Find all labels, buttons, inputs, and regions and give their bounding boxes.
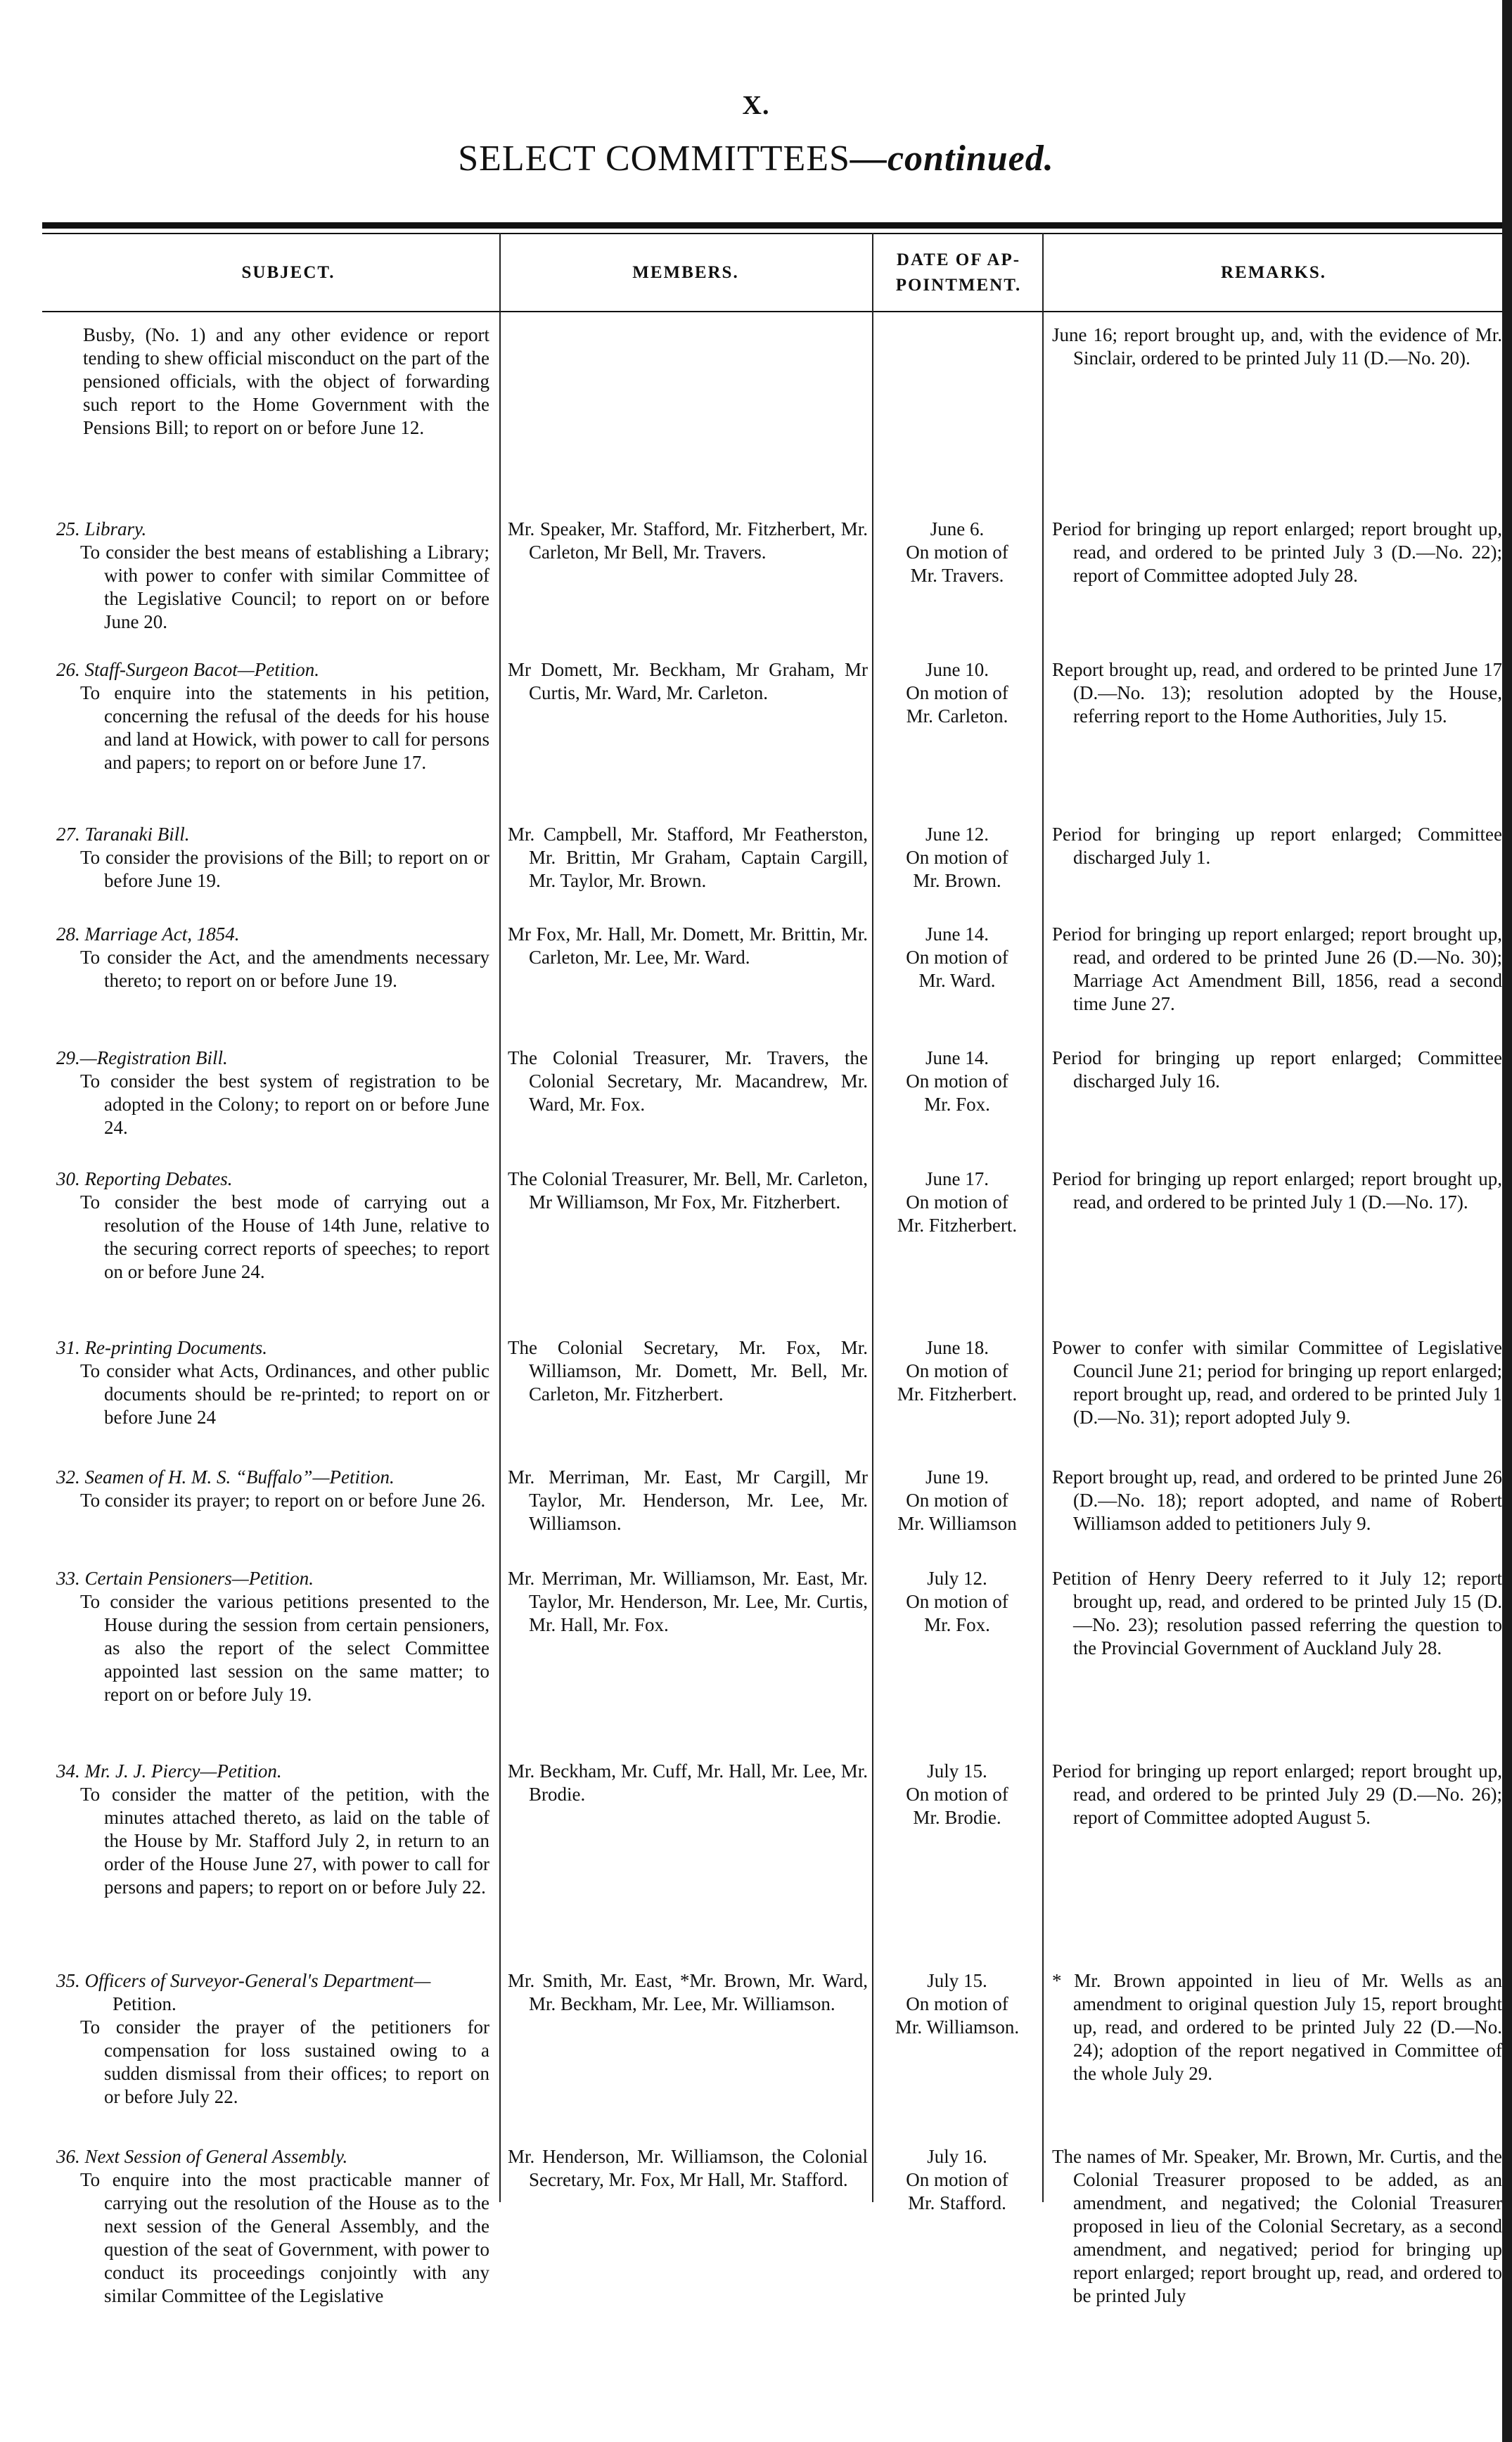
page-title xyxy=(0,138,1512,179)
top-rule xyxy=(42,222,1512,229)
subject-cell xyxy=(56,823,489,893)
subject-title: 29.—Registration Bill. xyxy=(56,1047,228,1068)
members-cell: Mr. Merriman, Mr. Williamson, Mr. East, Mr. Taylor, Mr. Henderson, Mr. Lee, Mr. Curtis, Mr. Hall, Mr. Fox. xyxy=(508,1568,868,1635)
subject-text: To consider the best means of establishing a Library; with power to confer with similar Committee of the Legislative Council; to report on or before June 20. xyxy=(80,542,489,632)
page-edge-shadow xyxy=(1502,0,1512,2442)
date-cell: June 17. On motion of Mr. Fitzherbert. xyxy=(897,1168,1018,1236)
members-cell: The Colonial Secretary, Mr. Fox, Mr. Williamson, Mr. Domett, Mr. Bell, Mr. Carleton, Mr. Fitzherbert. xyxy=(508,1337,868,1405)
header-date: DATE OF AP- POINTMENT. xyxy=(895,250,1022,295)
subject-title: 25. Library. xyxy=(56,518,147,539)
remarks-cell: Period for bringing up report enlarged; report brought up, read, and ordered to be printed July 1 (D.—No. 17). xyxy=(1052,1168,1502,1213)
column-divider xyxy=(872,233,873,2202)
members-cell: Mr. Campbell, Mr. Stafford, Mr Featherston, Mr. Brittin, Mr Graham, Captain Cargill, Mr. Taylor, Mr. Brown. xyxy=(508,824,868,891)
remarks-cell: Report brought up, read, and ordered to be printed June 17 (D.—No. 13); resolution adopted by the House, referring report to the Home Authorities, July 15. xyxy=(1052,659,1502,727)
date-cell: June 6. On motion of Mr. Travers. xyxy=(906,518,1008,586)
header-subject: SUBJECT. xyxy=(241,263,335,282)
remarks-cell: Power to confer with similar Committee of Legislative Council June 21; period for bringing up report enlarged; report brought up, read, and ordered to be printed July 1 (D.—No. 31); report adopted July 9. xyxy=(1052,1337,1502,1428)
page-number: X. xyxy=(742,91,770,120)
members-cell: Mr Domett, Mr. Beckham, Mr Graham, Mr Curtis, Mr. Ward, Mr. Carleton. xyxy=(508,659,868,703)
members-cell: Mr. Speaker, Mr. Stafford, Mr. Fitzherbert, Mr. Carleton, Mr Bell, Mr. Travers. xyxy=(508,518,868,563)
subject-title: 34. Mr. J. J. Piercy—Petition. xyxy=(56,1760,282,1782)
column-divider xyxy=(499,233,501,2202)
page-title-suffix: —continued. xyxy=(850,139,1054,179)
subject-cell xyxy=(56,1760,489,1899)
date-cell: June 10. On motion of Mr. Carleton. xyxy=(906,659,1008,727)
subject-text: To consider its prayer; to report on or before June 26. xyxy=(80,1490,486,1511)
subject-cell xyxy=(56,1969,489,2109)
subject-text: To consider the provisions of the Bill; to report on or before June 19. xyxy=(80,847,489,891)
subject-cell xyxy=(56,1168,489,1284)
date-cell: June 12. On motion of Mr. Brown. xyxy=(906,824,1008,891)
members-cell: The Colonial Treasurer, Mr. Travers, the Colonial Secretary, Mr. Macandrew, Mr. Ward, Mr. Fox. xyxy=(508,1047,868,1115)
subject-cell xyxy=(56,2145,489,2308)
page-title-main: SELECT COMMITTEES xyxy=(458,139,850,179)
date-cell: June 19. On motion of Mr. Williamson xyxy=(897,1466,1017,1534)
members-cell: Mr Fox, Mr. Hall, Mr. Domett, Mr. Brittin, Mr. Carleton, Mr. Lee, Mr. Ward. xyxy=(508,923,868,968)
subject-title: 36. Next Session of General Assembly. xyxy=(56,2146,348,2167)
remarks-cell: Petition of Henry Deery referred to it July 12; report brought up, read, and ordered to be printed July 15 (D.—No. 23); resolution passed referring the question to the Provincial Government of Auckland July 28. xyxy=(1052,1568,1502,1658)
subject-title: 28. Marriage Act, 1854. xyxy=(56,923,240,945)
date-cell: June 18. On motion of Mr. Fitzherbert. xyxy=(897,1337,1018,1405)
subject-cell xyxy=(56,1466,489,1512)
subject-title: 26. Staff-Surgeon Bacot—Petition. xyxy=(56,659,319,680)
subject-text: To enquire into the most practicable manner of carrying out the resolution of the House as to the next session of the General Assembly, and the question of the seat of Government, with power to conduct its proceedings conjointly with any similar Committee of the Legislative xyxy=(80,2169,489,2306)
header-remarks: REMARKS. xyxy=(1220,263,1327,282)
header-members: MEMBERS. xyxy=(632,263,739,282)
subject-title: 35. Officers of Surveyor-General's Department— xyxy=(56,1970,431,1991)
subject-text: To consider the Act, and the amendments necessary thereto; to report on or before June 19. xyxy=(80,947,489,991)
date-cell: July 15. On motion of Mr. Williamson. xyxy=(895,1970,1020,2038)
remarks-cell: Period for bringing up report enlarged; Committee discharged July 1. xyxy=(1052,824,1502,868)
subject-text: To consider the best mode of carrying out a resolution of the House of 14th June, relative to the securing correct reports of speeches; to report on or before June 24. xyxy=(80,1191,489,1282)
subject-text: To consider what Acts, Ordinances, and other public documents should be re-printed; to report on or before June 24 xyxy=(80,1360,489,1428)
remarks-cell: June 16; report brought up, and, with the evidence of Mr. Sinclair, ordered to be printed July 11 (D.—No. 20). xyxy=(1052,324,1502,369)
date-cell: June 14. On motion of Mr. Fox. xyxy=(906,1047,1008,1115)
members-cell: The Colonial Treasurer, Mr. Bell, Mr. Carleton, Mr Williamson, Mr Fox, Mr. Fitzherbert. xyxy=(508,1168,868,1213)
top-rule-thin xyxy=(42,233,1512,234)
subject-cell xyxy=(56,324,489,440)
subject-text: To consider the prayer of the petitioners for compensation for loss sustained owing to a sudden dismissal from their offices; to report on or before July 22. xyxy=(80,2016,489,2107)
subject-title: 30. Reporting Debates. xyxy=(56,1168,233,1189)
subject-title: 27. Taranaki Bill. xyxy=(56,824,190,845)
remarks-cell: The names of Mr. Speaker, Mr. Brown, Mr. Curtis, and the Colonial Treasurer proposed to be added, as an amendment, and negatived; the Colonial Treasurer proposed in lieu of the Colonial Secretary, as a second amendment, and negatived; period for bringing up report enlarged; report brought up, read, and ordered to be printed July xyxy=(1052,2146,1502,2306)
subject-text: To enquire into the statements in his petition, concerning the refusal of the deeds for his house and land at Howick, with power to call for persons and papers; to report on or before June 17. xyxy=(80,682,489,773)
subject-cell xyxy=(56,923,489,992)
date-cell: July 16. On motion of Mr. Stafford. xyxy=(906,2146,1008,2213)
remarks-cell: Period for bringing up report enlarged; report brought up, read, and ordered to be printed July 29 (D.—No. 26); report of Committee adopted August 5. xyxy=(1052,1760,1502,1828)
remarks-cell: Period for bringing up report enlarged; report brought up, read, and ordered to be printed July 3 (D.—No. 22); report of Committee adopted July 28. xyxy=(1052,518,1502,586)
subject-text: Busby, (No. 1) and any other evidence or report tending to shew official misconduct on the part of the pensioned officials, with the object of forwarding such report to the Home Government with the Pensions Bill; to report on or before June 12. xyxy=(83,324,489,438)
subject-cell xyxy=(56,518,489,634)
subject-text: To consider the best system of registration to be adopted in the Colony; to report on or before June 24. xyxy=(80,1070,489,1138)
subject-title: 31. Re-printing Documents. xyxy=(56,1337,267,1358)
date-cell: June 14. On motion of Mr. Ward. xyxy=(906,923,1008,991)
remarks-cell: Report brought up, read, and ordered to be printed June 26 (D.—No. 18); report adopted, and name of Robert Williamson added to petitioners July 9. xyxy=(1052,1466,1502,1534)
members-cell: Mr. Beckham, Mr. Cuff, Mr. Hall, Mr. Lee, Mr. Brodie. xyxy=(508,1760,868,1805)
subject-text: To consider the matter of the petition, with the minutes attached thereto, as laid on the table of the House by Mr. Stafford July 2, in return to an order of the House June 27, with power to call for persons and papers; to report on or before July 22. xyxy=(80,1784,489,1898)
column-divider xyxy=(1042,233,1044,2202)
remarks-cell: Period for bringing up report enlarged; report brought up, read, and ordered to be printed June 26 (D.—No. 30); Marriage Act Amendment Bill, 1856, read a second time June 27. xyxy=(1052,923,1502,1014)
subject-title: 32. Seamen of H. M. S. “Buffalo”—Petition. xyxy=(56,1466,395,1488)
subject-cell xyxy=(56,1567,489,1706)
subject-cell xyxy=(56,1336,489,1429)
subject-cell xyxy=(56,1047,489,1139)
date-cell: July 12. On motion of Mr. Fox. xyxy=(906,1568,1008,1635)
remarks-cell: Period for bringing up report enlarged; Committee discharged July 16. xyxy=(1052,1047,1502,1092)
date-cell: July 15. On motion of Mr. Brodie. xyxy=(906,1760,1008,1828)
members-cell: Mr. Henderson, Mr. Williamson, the Colonial Secretary, Mr. Fox, Mr Hall, Mr. Stafford. xyxy=(508,2146,868,2190)
header-rule xyxy=(42,311,1512,312)
subject-title: 33. Certain Pensioners—Petition. xyxy=(56,1568,314,1589)
subject-title-cont: Petition. xyxy=(113,1993,177,2014)
subject-text: To consider the various petitions presented to the House during the session from certain pensioners, as also the report of the select Committee appointed last session on the same matter; to report on or before July 19. xyxy=(80,1591,489,1705)
members-cell: Mr. Smith, Mr. East, *Mr. Brown, Mr. Ward, Mr. Beckham, Mr. Lee, Mr. Williamson. xyxy=(508,1970,868,2014)
members-cell: Mr. Merriman, Mr. East, Mr Cargill, Mr Taylor, Mr. Henderson, Mr. Lee, Mr. Williamson. xyxy=(508,1466,868,1534)
subject-cell xyxy=(56,658,489,774)
remarks-cell: * Mr. Brown appointed in lieu of Mr. Wells as an amendment to original question July 15, report brought up, read, and ordered to be printed July 22 (D.—No. 24); adoption of the report negatived in Committee of the whole July 29. xyxy=(1052,1970,1502,2084)
